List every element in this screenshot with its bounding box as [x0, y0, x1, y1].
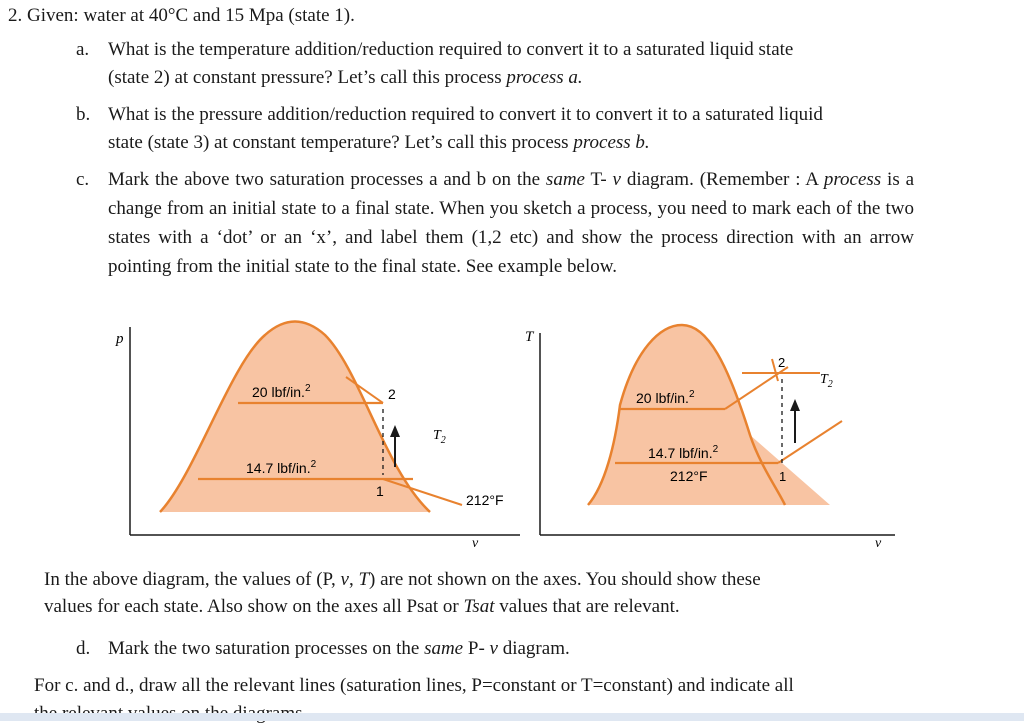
part-c-marker: c.	[76, 169, 90, 190]
process-a-term: process a.	[506, 67, 583, 88]
pv-dome-fill	[160, 322, 430, 513]
tv-state2-label: 2	[778, 355, 786, 370]
tv-y-axis-label: T	[525, 329, 534, 345]
pv-y-axis-label: p	[116, 331, 124, 347]
pv-lower-line-label: 14.7 lbf/in.$^2$	[246, 459, 317, 476]
pv-isotherm-label: $T_2$	[433, 428, 446, 446]
problem-number: 2.	[8, 5, 23, 26]
tv-isotherm-label: $T_2$	[820, 372, 833, 390]
part-b-line1: What is the pressure addition/reduction required to convert it to convert it to a saturated liquid	[108, 104, 823, 125]
tv-x-axis-label: v	[875, 536, 882, 550]
tv-lower-isobar-rise	[778, 421, 842, 463]
part-a-line1: What is the temperature addition/reduction required to convert it to a saturated liquid state	[108, 39, 794, 60]
pv-state1-label: 1	[376, 483, 384, 499]
pv-upper-line-label: 20 lbf/in.$^2$	[252, 383, 311, 400]
tv-diagram	[520, 315, 900, 550]
pv-sat-temp-label: 212°F	[466, 492, 504, 508]
part-a-line2: (state 2) at constant pressure? Let’s call this process process a.	[108, 67, 583, 88]
part-d-marker: d.	[76, 638, 91, 659]
note-line1: In the above diagram, the values of (P, v, T) are not shown on the axes. You should show these	[44, 569, 761, 590]
pv-arrow-head	[390, 425, 400, 437]
part-d-text: Mark the two saturation processes on the same P- v diagram.	[108, 638, 570, 659]
problem-heading	[8, 2, 355, 30]
pv-diagram	[100, 315, 520, 550]
bottom-scroll-strip	[0, 713, 1024, 721]
tv-upper-line-label: 20 lbf/in.$^2$	[636, 389, 695, 406]
part-b-line2: state (state 3) at constant temperature? Let’s call this process process b.	[108, 132, 650, 153]
note-line2: values for each state. Also show on the axes all Psat or Tsat values that are relevant.	[44, 596, 680, 617]
part-c-paragraph: Mark the above two saturation processes a and b on the same T- v diagram. (Remember : A process is a change from an initial state to a final state. When you sketch a process, you need to mark each of the two states with a ‘dot’ or an ‘x’, and label them (1,2 etc) and show the process direction with an arrow pointing from the initial state to the final state. See example below.	[108, 169, 914, 277]
pv-state2-label: 2	[388, 386, 396, 402]
tv-lower-line-label: 14.7 lbf/in.$^2$	[648, 444, 719, 461]
footer-line1: For c. and d., draw all the relevant lines (saturation lines, P=constant or T=constant) and indicate all	[34, 675, 794, 696]
tv-state1-label: 1	[779, 469, 787, 484]
tv-dome-fill	[588, 325, 830, 505]
part-b-marker: b.	[76, 104, 91, 125]
tv-arrow-head	[790, 399, 800, 411]
pv-x-axis-label: v	[472, 536, 479, 550]
process-b-term: process b.	[573, 132, 650, 153]
tv-sat-temp-label: 212°F	[670, 468, 708, 484]
part-a-marker: a.	[76, 39, 90, 60]
problem-given: Given: water at 40°C and 15 Mpa (state 1).	[27, 5, 355, 26]
